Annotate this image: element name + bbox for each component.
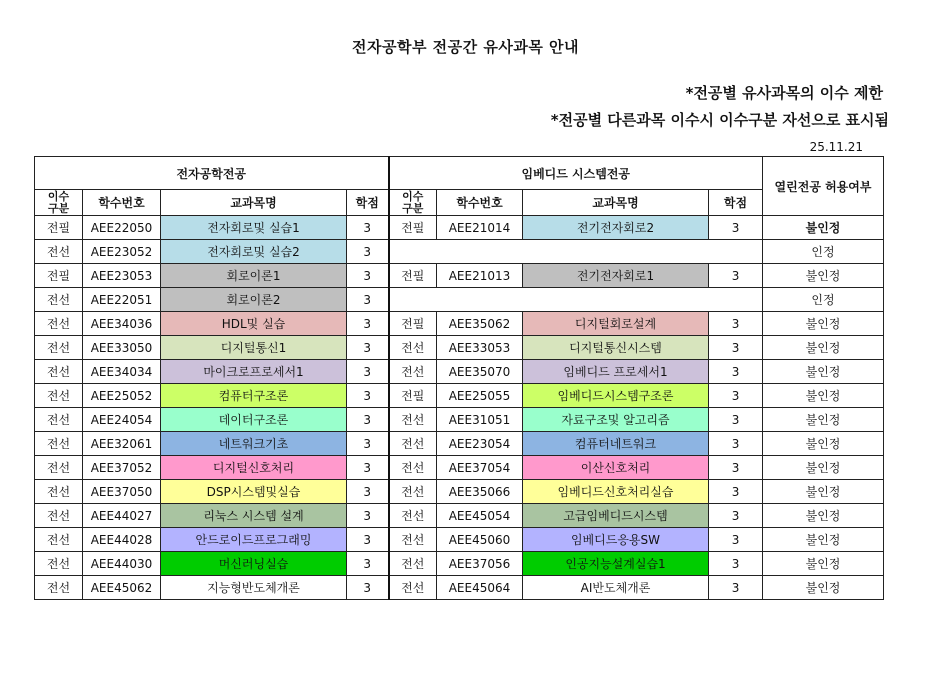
cell-type-right: 전선 xyxy=(389,360,437,384)
cell-open-major-status: 인정 xyxy=(763,288,884,312)
cell-code-left: AEE34036 xyxy=(83,312,161,336)
cell-credit-right: 3 xyxy=(709,504,763,528)
cell-code-right: AEE21014 xyxy=(437,216,523,240)
table-row xyxy=(35,336,884,360)
cell-type-left: 전선 xyxy=(35,240,83,264)
col-header-name-right: 교과목명 xyxy=(523,190,709,216)
cell-type-left: 전선 xyxy=(35,384,83,408)
group-header-open-major: 열린전공 허용여부 xyxy=(763,157,884,216)
cell-course-name-left: 네트워크기초 xyxy=(161,432,347,456)
cell-course-name-right: 고급임베디드시스템 xyxy=(523,504,709,528)
cell-credit-left: 3 xyxy=(347,552,389,576)
cell-open-major-status: 불인정 xyxy=(763,528,884,552)
cell-code-right: AEE31051 xyxy=(437,408,523,432)
cell-open-major-status: 불인정 xyxy=(763,216,884,240)
col-header-name-left: 교과목명 xyxy=(161,190,347,216)
col-header-credit-left: 학점 xyxy=(347,190,389,216)
table-row xyxy=(35,264,884,288)
cell-type-right: 전필 xyxy=(389,216,437,240)
cell-code-right: AEE33053 xyxy=(437,336,523,360)
table-row xyxy=(35,216,884,240)
cell-credit-left: 3 xyxy=(347,576,389,600)
cell-code-left: AEE23052 xyxy=(83,240,161,264)
note-display: *전공별 다른과목 이수시 이수구분 자선으로 표시됨 xyxy=(550,111,889,129)
cell-type-left: 전선 xyxy=(35,528,83,552)
cell-course-name-right: 컴퓨터네트워크 xyxy=(523,432,709,456)
cell-course-name-left: 안드로이드프로그래밍 xyxy=(161,528,347,552)
cell-credit-left: 3 xyxy=(347,504,389,528)
cell-code-left: AEE22050 xyxy=(83,216,161,240)
cell-type-right: 전선 xyxy=(389,552,437,576)
col-header-credit-right: 학점 xyxy=(709,190,763,216)
cell-course-name-left: 전자회로및 실습1 xyxy=(161,216,347,240)
cell-code-left: AEE33050 xyxy=(83,336,161,360)
group-header-electronics: 전자공학전공 xyxy=(35,157,389,190)
cell-code-left: AEE23053 xyxy=(83,264,161,288)
cell-type-right: 전필 xyxy=(389,312,437,336)
cell-course-name-left: 디지털통신1 xyxy=(161,336,347,360)
cell-type-right: 전선 xyxy=(389,408,437,432)
cell-course-name-right: 디지털회로설계 xyxy=(523,312,709,336)
cell-type-right: 전선 xyxy=(389,528,437,552)
cell-course-name-right: 이산신호처리 xyxy=(523,456,709,480)
cell-course-name-left: 회로이론2 xyxy=(161,288,347,312)
cell-credit-right: 3 xyxy=(709,384,763,408)
table-row xyxy=(35,528,884,552)
cell-course-name-left: 전자회로및 실습2 xyxy=(161,240,347,264)
cell-code-right: AEE25055 xyxy=(437,384,523,408)
cell-credit-right: 3 xyxy=(709,432,763,456)
cell-credit-right: 3 xyxy=(709,552,763,576)
group-header-embedded: 임베디드 시스템전공 xyxy=(389,157,763,190)
col-header-code-left: 학수번호 xyxy=(83,190,161,216)
cell-type-left: 전선 xyxy=(35,480,83,504)
table-row xyxy=(35,384,884,408)
cell-course-name-right: 임베디드시스템구조론 xyxy=(523,384,709,408)
cell-type-left: 전필 xyxy=(35,216,83,240)
cell-credit-left: 3 xyxy=(347,528,389,552)
table-row xyxy=(35,432,884,456)
table-row xyxy=(35,480,884,504)
revision-date: 25.11.21 xyxy=(809,140,863,154)
cell-type-left: 전선 xyxy=(35,456,83,480)
cell-credit-left: 3 xyxy=(347,480,389,504)
table-row xyxy=(35,552,884,576)
cell-type-right: 전필 xyxy=(389,264,437,288)
cell-open-major-status: 인정 xyxy=(763,240,884,264)
cell-empty-right xyxy=(389,288,763,312)
cell-credit-right: 3 xyxy=(709,528,763,552)
cell-type-left: 전선 xyxy=(35,576,83,600)
cell-open-major-status: 불인정 xyxy=(763,336,884,360)
cell-credit-left: 3 xyxy=(347,360,389,384)
cell-credit-right: 3 xyxy=(709,360,763,384)
cell-credit-left: 3 xyxy=(347,336,389,360)
cell-credit-right: 3 xyxy=(709,264,763,288)
cell-code-left: AEE44028 xyxy=(83,528,161,552)
table-row xyxy=(35,408,884,432)
cell-code-right: AEE35070 xyxy=(437,360,523,384)
cell-credit-right: 3 xyxy=(709,312,763,336)
cell-credit-left: 3 xyxy=(347,408,389,432)
cell-course-name-right: 디지털통신시스템 xyxy=(523,336,709,360)
cell-open-major-status: 불인정 xyxy=(763,432,884,456)
cell-course-name-right: 전기전자회로1 xyxy=(523,264,709,288)
table-row xyxy=(35,360,884,384)
similar-courses-table xyxy=(34,156,884,600)
cell-course-name-right: 임베디드 프로세서1 xyxy=(523,360,709,384)
cell-code-right: AEE35066 xyxy=(437,480,523,504)
cell-code-left: AEE37052 xyxy=(83,456,161,480)
table-row xyxy=(35,504,884,528)
cell-code-left: AEE37050 xyxy=(83,480,161,504)
cell-credit-right: 3 xyxy=(709,456,763,480)
cell-credit-right: 3 xyxy=(709,216,763,240)
cell-course-name-right: 자료구조및 알고리즘 xyxy=(523,408,709,432)
cell-code-right: AEE23054 xyxy=(437,432,523,456)
cell-code-right: AEE45064 xyxy=(437,576,523,600)
cell-course-name-left: 데이터구조론 xyxy=(161,408,347,432)
cell-course-name-left: 디지털신호처리 xyxy=(161,456,347,480)
cell-type-left: 전선 xyxy=(35,552,83,576)
cell-code-left: AEE45062 xyxy=(83,576,161,600)
cell-open-major-status: 불인정 xyxy=(763,384,884,408)
cell-code-left: AEE25052 xyxy=(83,384,161,408)
cell-open-major-status: 불인정 xyxy=(763,408,884,432)
cell-type-left: 전선 xyxy=(35,504,83,528)
cell-open-major-status: 불인정 xyxy=(763,480,884,504)
cell-course-name-left: HDL및 실습 xyxy=(161,312,347,336)
cell-course-name-right: 임베디드신호처리실습 xyxy=(523,480,709,504)
cell-code-right: AEE35062 xyxy=(437,312,523,336)
cell-open-major-status: 불인정 xyxy=(763,360,884,384)
cell-type-right: 전선 xyxy=(389,456,437,480)
cell-course-name-left: 컴퓨터구조론 xyxy=(161,384,347,408)
cell-type-right: 전선 xyxy=(389,480,437,504)
cell-type-left: 전선 xyxy=(35,288,83,312)
cell-code-left: AEE32061 xyxy=(83,432,161,456)
cell-code-right: AEE45054 xyxy=(437,504,523,528)
cell-open-major-status: 불인정 xyxy=(763,504,884,528)
cell-code-right: AEE37056 xyxy=(437,552,523,576)
cell-course-name-left: 리눅스 시스템 설계 xyxy=(161,504,347,528)
cell-credit-left: 3 xyxy=(347,312,389,336)
cell-open-major-status: 불인정 xyxy=(763,576,884,600)
table-row xyxy=(35,312,884,336)
cell-type-left: 전선 xyxy=(35,360,83,384)
cell-credit-right: 3 xyxy=(709,408,763,432)
table-row xyxy=(35,576,884,600)
cell-credit-right: 3 xyxy=(709,480,763,504)
cell-code-right: AEE45060 xyxy=(437,528,523,552)
cell-code-right: AEE21013 xyxy=(437,264,523,288)
cell-open-major-status: 불인정 xyxy=(763,264,884,288)
note-restriction: *전공별 유사과목의 이수 제한 xyxy=(685,84,883,102)
cell-credit-left: 3 xyxy=(347,384,389,408)
cell-type-left: 전선 xyxy=(35,312,83,336)
cell-course-name-right: 인공지능설계실습1 xyxy=(523,552,709,576)
cell-credit-right: 3 xyxy=(709,576,763,600)
cell-open-major-status: 불인정 xyxy=(763,552,884,576)
cell-credit-left: 3 xyxy=(347,264,389,288)
cell-code-left: AEE44030 xyxy=(83,552,161,576)
cell-type-right: 전선 xyxy=(389,432,437,456)
cell-open-major-status: 불인정 xyxy=(763,456,884,480)
cell-type-left: 전선 xyxy=(35,336,83,360)
table-row xyxy=(35,240,884,264)
cell-code-right: AEE37054 xyxy=(437,456,523,480)
cell-type-left: 전선 xyxy=(35,432,83,456)
cell-type-left: 전필 xyxy=(35,264,83,288)
cell-type-right: 전필 xyxy=(389,384,437,408)
col-header-code-right: 학수번호 xyxy=(437,190,523,216)
cell-credit-left: 3 xyxy=(347,456,389,480)
cell-course-name-left: DSP시스템및실습 xyxy=(161,480,347,504)
cell-open-major-status: 불인정 xyxy=(763,312,884,336)
cell-course-name-right: 임베디드응용SW xyxy=(523,528,709,552)
cell-type-right: 전선 xyxy=(389,504,437,528)
cell-course-name-left: 머신러닝실습 xyxy=(161,552,347,576)
cell-code-left: AEE24054 xyxy=(83,408,161,432)
table-row xyxy=(35,288,884,312)
cell-course-name-left: 지능형반도체개론 xyxy=(161,576,347,600)
cell-course-name-right: 전기전자회로2 xyxy=(523,216,709,240)
cell-credit-left: 3 xyxy=(347,216,389,240)
cell-code-left: AEE34034 xyxy=(83,360,161,384)
cell-credit-right: 3 xyxy=(709,336,763,360)
cell-course-name-left: 마이크로프로세서1 xyxy=(161,360,347,384)
cell-type-left: 전선 xyxy=(35,408,83,432)
col-header-type-right: 이수 구분 xyxy=(389,190,437,216)
col-header-type-left: 이수 구분 xyxy=(35,190,83,216)
cell-type-right: 전선 xyxy=(389,576,437,600)
cell-credit-left: 3 xyxy=(347,432,389,456)
cell-credit-left: 3 xyxy=(347,288,389,312)
cell-code-left: AEE22051 xyxy=(83,288,161,312)
table-row xyxy=(35,456,884,480)
cell-code-left: AEE44027 xyxy=(83,504,161,528)
cell-credit-left: 3 xyxy=(347,240,389,264)
cell-empty-right xyxy=(389,240,763,264)
page-title: 전자공학부 전공간 유사과목 안내 xyxy=(351,38,580,56)
cell-course-name-left: 회로이론1 xyxy=(161,264,347,288)
cell-course-name-right: AI반도체개론 xyxy=(523,576,709,600)
cell-type-right: 전선 xyxy=(389,336,437,360)
